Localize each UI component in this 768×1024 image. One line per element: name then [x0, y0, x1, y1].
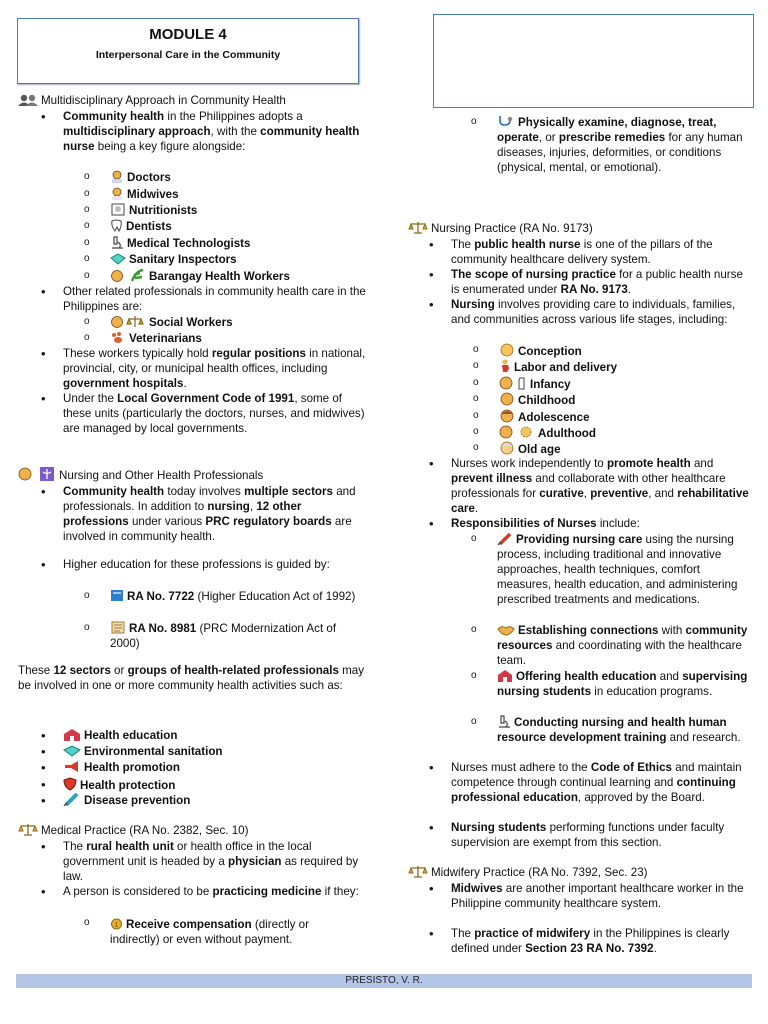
activity-item: • Health protection: [63, 777, 175, 793]
list-item: o Veterinarians: [110, 331, 202, 346]
pregnant-icon: [499, 359, 511, 373]
svg-text:1: o 1: [114, 922, 119, 929]
paragraph: • Responsibilities of Nurses include:: [451, 516, 751, 531]
activity-item: • Disease prevention: [63, 793, 190, 808]
medal-icon: [110, 916, 123, 930]
list-item: o Nutritionists: [110, 203, 197, 218]
paragraph: • Nursing students performing functions under faculty supervision are exempt from this section.: [451, 820, 751, 850]
activity-item: • Health promotion: [63, 760, 180, 775]
nurse-icon: [18, 467, 56, 481]
section-heading-midwifery-practice: Midwifery Practice (RA No. 7392, Sec. 23): [408, 865, 648, 880]
paragraph: • Under the Local Government Code of 1991, some of these units (particularly the doctors, nurses, and midwives) are managed by local governments.: [63, 391, 368, 436]
sponge-icon: [63, 744, 81, 757]
school-icon: [63, 728, 81, 741]
child-icon: [499, 392, 515, 406]
stethoscope-icon: [497, 115, 515, 128]
responsibility-item: o Offering health education and supervising nursing students in education programs.: [497, 669, 751, 699]
scales-icon: [18, 823, 38, 836]
activity-item: • Environmental sanitation: [63, 744, 223, 759]
stage-item: o Conception: [499, 343, 582, 359]
section-heading-nursing-practice: Nursing Practice (RA No. 9173): [408, 221, 593, 236]
elder-icon: [499, 441, 515, 455]
list-item: o 1 Receive compensation (directly or indirectly) or even without payment.: [110, 916, 350, 947]
paragraph: • The public health nurse is one of the pillars of the community healthcare delivery system.: [451, 237, 751, 267]
paragraph: • Nurses work independently to promote health and prevent illness and collaborate with other healthcare professionals for curative, preventive, and rehabilitative care.: [451, 456, 751, 516]
stage-item: o Adolescence: [499, 409, 590, 425]
paragraph: • The rural health unit or health office in the local government unit is headed by a physician as required by law.: [63, 839, 368, 884]
shield-icon: [63, 777, 77, 791]
paragraph: • A person is considered to be practicing medicine if they:: [63, 884, 368, 899]
list-item: o Doctors: [110, 170, 171, 185]
section-heading-medical-practice: Medical Practice (RA No. 2382, Sec. 10): [18, 823, 249, 838]
list-item: o RA No. 8981 (PRC Modernization Act of 2000): [110, 621, 362, 651]
midwife-icon: [110, 187, 124, 200]
stage-item: o Adulthood: [499, 425, 596, 441]
book-icon: [110, 589, 124, 602]
nutritionist-icon: [110, 203, 126, 216]
list-item: o Barangay Health Workers: [110, 269, 290, 284]
stage-item: o Old age: [499, 441, 561, 457]
section-heading-multidisciplinary: Multidisciplinary Approach in Community Health: [18, 93, 286, 108]
paragraph: • The practice of midwifery in the Philippines is clearly defined under Section 23 RA No. 7392.: [451, 926, 751, 956]
paragraph: • Other related professionals in community health care in the Philippines are:: [63, 284, 368, 314]
list-item: o Sanitary Inspectors: [110, 252, 237, 267]
paragraph: • These workers typically hold regular positions in national, provincial, city, or municipal health offices, including government hospitals.: [63, 346, 368, 391]
module-title-box: [17, 18, 359, 84]
stage-item: o Infancy: [499, 376, 571, 392]
responsibility-item: o Conducting nursing and health human resource development training and research.: [497, 715, 751, 745]
paragraph: • Nurses must adhere to the Code of Ethics and maintain competence through continual learning and continuing professional education, approved by the Board.: [451, 760, 751, 805]
syringe-icon: [63, 793, 81, 806]
paragraph: • The scope of nursing practice for a public health nurse is enumerated under RA No. 9173.: [451, 267, 751, 297]
list-item: o RA No. 7722 (Higher Education Act of 1992): [110, 589, 362, 604]
paw-icon: [110, 331, 126, 344]
list-item: o Physically examine, diagnose, treat, operate, or prescribe remedies for any human diseases, injuries, deformities, or conditions (physical, mental, or emotional).: [497, 115, 752, 175]
paragraph: • Nursing involves providing care to individuals, families, and communities across various life stages, including:: [451, 297, 751, 327]
syringe-icon: [497, 532, 513, 545]
responsibility-item: o Establishing connections with community resources and coordinating with the healthcare team.: [497, 623, 751, 668]
module-title: MODULE 4: [149, 26, 227, 43]
list-item: o Medical Technologists: [110, 236, 250, 251]
empty-box: [433, 14, 754, 108]
list-item: o Social Workers: [110, 315, 233, 330]
adolescent-icon: [499, 409, 515, 423]
scales-icon: [408, 221, 428, 234]
megaphone-icon: [63, 760, 81, 773]
adult-icon: [499, 425, 535, 439]
baby-icon: [499, 343, 515, 357]
doctor-icon: [110, 170, 124, 183]
module-subtitle: Interpersonal Care in the Community: [95, 49, 281, 61]
list-item: o Dentists: [110, 219, 172, 234]
microscope-icon: [497, 715, 511, 728]
worker-icon: [110, 269, 146, 282]
scales-icon: [408, 865, 428, 878]
stage-item: o Labor and delivery: [499, 359, 617, 375]
paragraph: • Midwives are another important healthcare worker in the Philippine community healthcare system.: [451, 881, 751, 911]
footer-author: PRESISTO, V. R.: [16, 974, 752, 988]
paragraph: • Community health today involves multiple sectors and professionals. In addition to nursing, 12 other professions under various PRC regulatory boards are involved in community health.: [63, 484, 368, 544]
paragraph: • Community health in the Philippines adopts a multidisciplinary approach, with the community health nurse being a key figure alongside:: [63, 109, 368, 154]
microscope-icon: [110, 236, 124, 249]
paragraph: • Higher education for these professions is guided by:: [63, 557, 368, 572]
handshake-icon: [497, 623, 515, 636]
sponge-icon: [110, 252, 126, 265]
tooth-icon: [110, 219, 123, 232]
people-icon: [18, 94, 38, 106]
infant-icon: [499, 376, 527, 390]
school-icon: [497, 669, 513, 682]
scroll-icon: [110, 621, 126, 634]
list-item: o Midwives: [110, 187, 179, 202]
section-heading-nursing-professionals: Nursing and Other Health Professionals: [18, 467, 263, 483]
stage-item: o Childhood: [499, 392, 575, 408]
paragraph: These 12 sectors or groups of health-related professionals may be involved in one or more community health activities such as:: [18, 664, 365, 692]
activity-item: • Health education: [63, 728, 177, 743]
responsibility-item: o Providing nursing care using the nursing process, including traditional and innovative approaches, health techniques, comfort measures, health education, and administering prescribed treatments and medications.: [497, 532, 751, 607]
social-worker-icon: [110, 315, 146, 328]
